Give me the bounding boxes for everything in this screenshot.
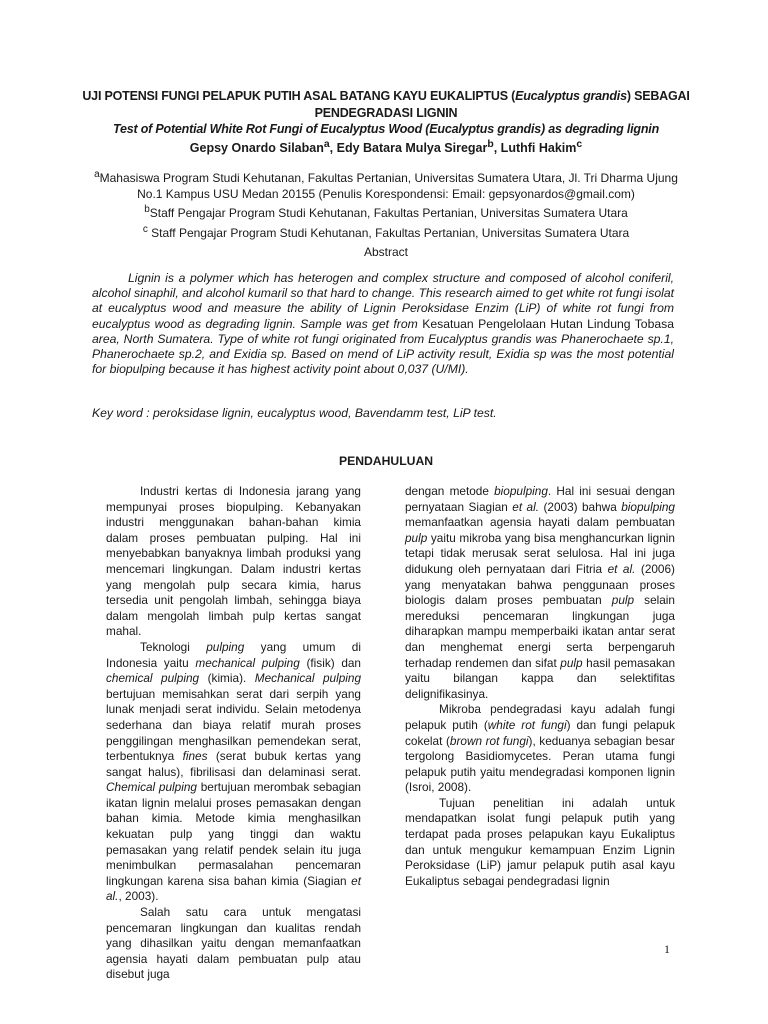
title-id-species: Eucalyptus grandis <box>515 89 627 103</box>
abstract-text-2: area, North Sumatera. Type of white rot fungi originated from Eucalyptus grandis was Phanerochaete sp.1, Phanerochaete sp.2, and Exidia sp. Based on mend of LiP activity result, Exidia sp was the most potential for biopulping because it has highest activity point about 0,037 (U/MI). <box>92 331 674 377</box>
text-run: dengan metode <box>405 484 495 498</box>
affiliation-b-sup: b <box>144 204 150 216</box>
text-run: (kimia). <box>199 671 255 686</box>
italic-term: chemical pulping <box>106 671 200 686</box>
text-run: bertujuan merombak sebagian ikatan lignin melalui proses pemasakan dengan bahan kimia. Metode kimia menghasilkan kekuatan pulp yang tinggi dan waktu pemasakan yang relatif pendek selain itu juga menimbulkan permasalahan pencemaran lingkungan karena sisa bahan kimia (Siagian <box>106 780 361 888</box>
author-1: Gepsy Onardo Silaban <box>189 141 324 156</box>
right-paragraph-3: Tujuan penelitian ini adalah untuk mendapatkan isolat fungi pelapuk putih yang terdapat pada proses pelapukan kayu Eukaliptus dan untuk mengukur kemampuan Enzim Lignin Peroksidase (LiP) jamur pelapuk putih asal kayu Eukaliptus sebagai pendegradasi lignin <box>405 795 675 888</box>
text-run: Teknologi <box>140 639 207 654</box>
affiliation-c-text: Staff Pengajar Program Studi Kehutanan, Fakultas Pertanian, Universitas Sumatera Utara <box>147 225 630 240</box>
title-id-part2: ) SEBAGAI PENDEGRADASI LIGNIN <box>314 89 690 120</box>
author-2: , Edy Batara Mulya Siregar <box>329 141 488 156</box>
text-run: (serat bubuk kertas yang sangat halus), fibrilisasi dan delaminasi serat. <box>106 749 361 779</box>
author-list <box>80 137 692 156</box>
left-paragraph-1: Industri kertas di Indonesia jarang yang mempunyai proses biopulping. Kebanyakan industri menggunakan bahan-bahan kimia dalam proses pembuatan pulping. Hal ini menyebabkan banyaknya limbah produksi yang mencemari lingkungan. Dalam industri kertas yang mengolah pulp secara kimia, harus tersedia unit pengolah limbah, sehingga biaya dalam mengolah limbah pulp kertas sangat mahal. <box>106 484 361 639</box>
text-run: . Hal ini sesuai dengan pernyataan Siagian <box>405 484 675 514</box>
italic-term: biopulping <box>494 484 548 498</box>
abstract-place: Kesatuan Pengelolaan Hutan Lindung Tobasa <box>422 316 675 331</box>
abstract-heading: Abstract <box>363 245 408 259</box>
italic-term: white rot fungi <box>487 717 567 732</box>
text-run: (2003) bahwa <box>539 499 622 514</box>
italic-term: Mechanical pulping <box>254 671 362 686</box>
title-id-part1: UJI POTENSI FUNGI PELAPUK PUTIH ASAL BATANG KAYU EUKALIPTUS ( <box>82 89 516 103</box>
italic-term: et al. <box>106 873 361 904</box>
abstract-body <box>92 271 674 377</box>
left-paragraph-3: Salah satu cara untuk mengatasi pencemaran lingkungan dan kualitas rendah yang dihasilkan yaitu dengan memanfaatkan agensia hayati dalam pembuatan pulp atau disebut juga <box>106 905 361 982</box>
right-column <box>405 484 675 889</box>
text-run: (fisik) dan <box>299 655 361 670</box>
italic-term: pulp <box>560 655 583 670</box>
author-3: , Luthfi Hakim <box>493 141 577 156</box>
italic-term: fines <box>182 749 208 764</box>
keywords: Key word : peroksidase lignin, eucalyptus wood, Bavendamm test, LiP test. <box>92 406 497 420</box>
text-run: memanfaatkan agensia hayati dalam pembuatan <box>405 515 675 530</box>
author-1-sup: a <box>323 139 330 150</box>
text-run: hasil pemasakan yaitu bilangan kappa dan selektifitas delignifikasinya. <box>405 655 675 701</box>
title-english: Test of Potential White Rot Fungi of Eucalyptus Wood (Eucalyptus grandis) as degrading lignin <box>113 122 659 136</box>
affiliation-a <box>80 167 692 202</box>
italic-term: Chemical pulping <box>106 780 197 795</box>
text-run: bertujuan memisahkan serat dari serpih yang lunak menjadi serat individu. Selain metodenya sederhana dan biaya relatif murah proses penggilingan menghasilkan pemendekan serat, terbentuknya <box>106 686 361 764</box>
italic-term: pulp <box>611 593 635 608</box>
author-2-sup: b <box>487 139 494 150</box>
text-run: selain mereduksi pencemaran lingkungan juga diharapkan mampu memperbaiki ikatan antar serat dan menghemat energi serta berpengaruh terhadap rendemen dan sifat <box>405 593 675 670</box>
italic-term: pulp <box>405 530 428 545</box>
text-run: yang umum di Indonesia yaitu <box>106 639 361 670</box>
right-paragraph-1 <box>405 484 675 702</box>
affiliations <box>80 167 692 241</box>
italic-term: brown rot fungi <box>449 733 529 748</box>
affiliation-b-text: Staff Pengajar Program Studi Kehutanan, Fakultas Pertanian, Universitas Sumatera Utara <box>149 206 628 221</box>
affiliation-c-sup: c <box>142 223 148 235</box>
italic-term: et al. <box>512 499 540 514</box>
text-run: ), keduanya sebagian besar tergolong Basidiomycetes. Peran utama fungi pelapuk putih yaitu mendegradasi komponen lignin (Isroi, 2008). <box>405 733 675 795</box>
affiliation-c <box>80 222 692 242</box>
text-run: (2006) yang menyatakan bahwa penggunaan proses biologis dalam proses pembuatan <box>405 561 675 608</box>
affiliation-a-sup: a <box>94 169 100 180</box>
italic-term: et al. <box>607 561 636 576</box>
title-indonesian <box>80 88 692 122</box>
text-run: ) dan fungi pelapuk cokelat ( <box>405 717 675 748</box>
text-run: , 2003). <box>118 889 159 904</box>
italic-term: pulping <box>206 639 245 654</box>
left-paragraph-2 <box>106 640 361 905</box>
text-run: Mikroba pendegradasi kayu adalah fungi pelapuk putih ( <box>405 702 675 732</box>
italic-term: biopulping <box>621 499 675 514</box>
author-3-sup: c <box>576 139 583 150</box>
italic-term: mechanical pulping <box>195 655 300 670</box>
affiliation-a-text: Mahasiswa Program Studi Kehutanan, Fakultas Pertanian, Universitas Sumatera Utara, Jl. Tri Dharma Ujung No.1 Kampus USU Medan 20155 (Penulis Korespondensi: Email: gepsyonardos@gmail.com) <box>99 171 678 201</box>
left-column <box>106 484 361 983</box>
affiliation-b <box>80 202 692 222</box>
section-heading-pendahuluan: PENDAHULUAN <box>338 454 434 468</box>
page-number: 1 <box>664 942 670 956</box>
text-run: yaitu mikroba yang bisa menghancurkan lignin tetapi tidak merusak serat selulosa. Hal ini juga didukung oleh pernyataan dari Fitria <box>405 530 675 576</box>
abstract-text-1: Lignin is a polymer which has heterogen and complex structure and composed of alcohol coniferil, alcohol sinaphil, and alcohol kumaril so that hard to change. This research aimed to get white rot fungi isolat at eucalyptus wood and measure the ability of Lignin Peroksidase Enzim (LiP) of white rot fungi from eucalyptus wood as degrading lignin. Sample was get from <box>92 271 674 331</box>
right-paragraph-2 <box>405 702 675 796</box>
